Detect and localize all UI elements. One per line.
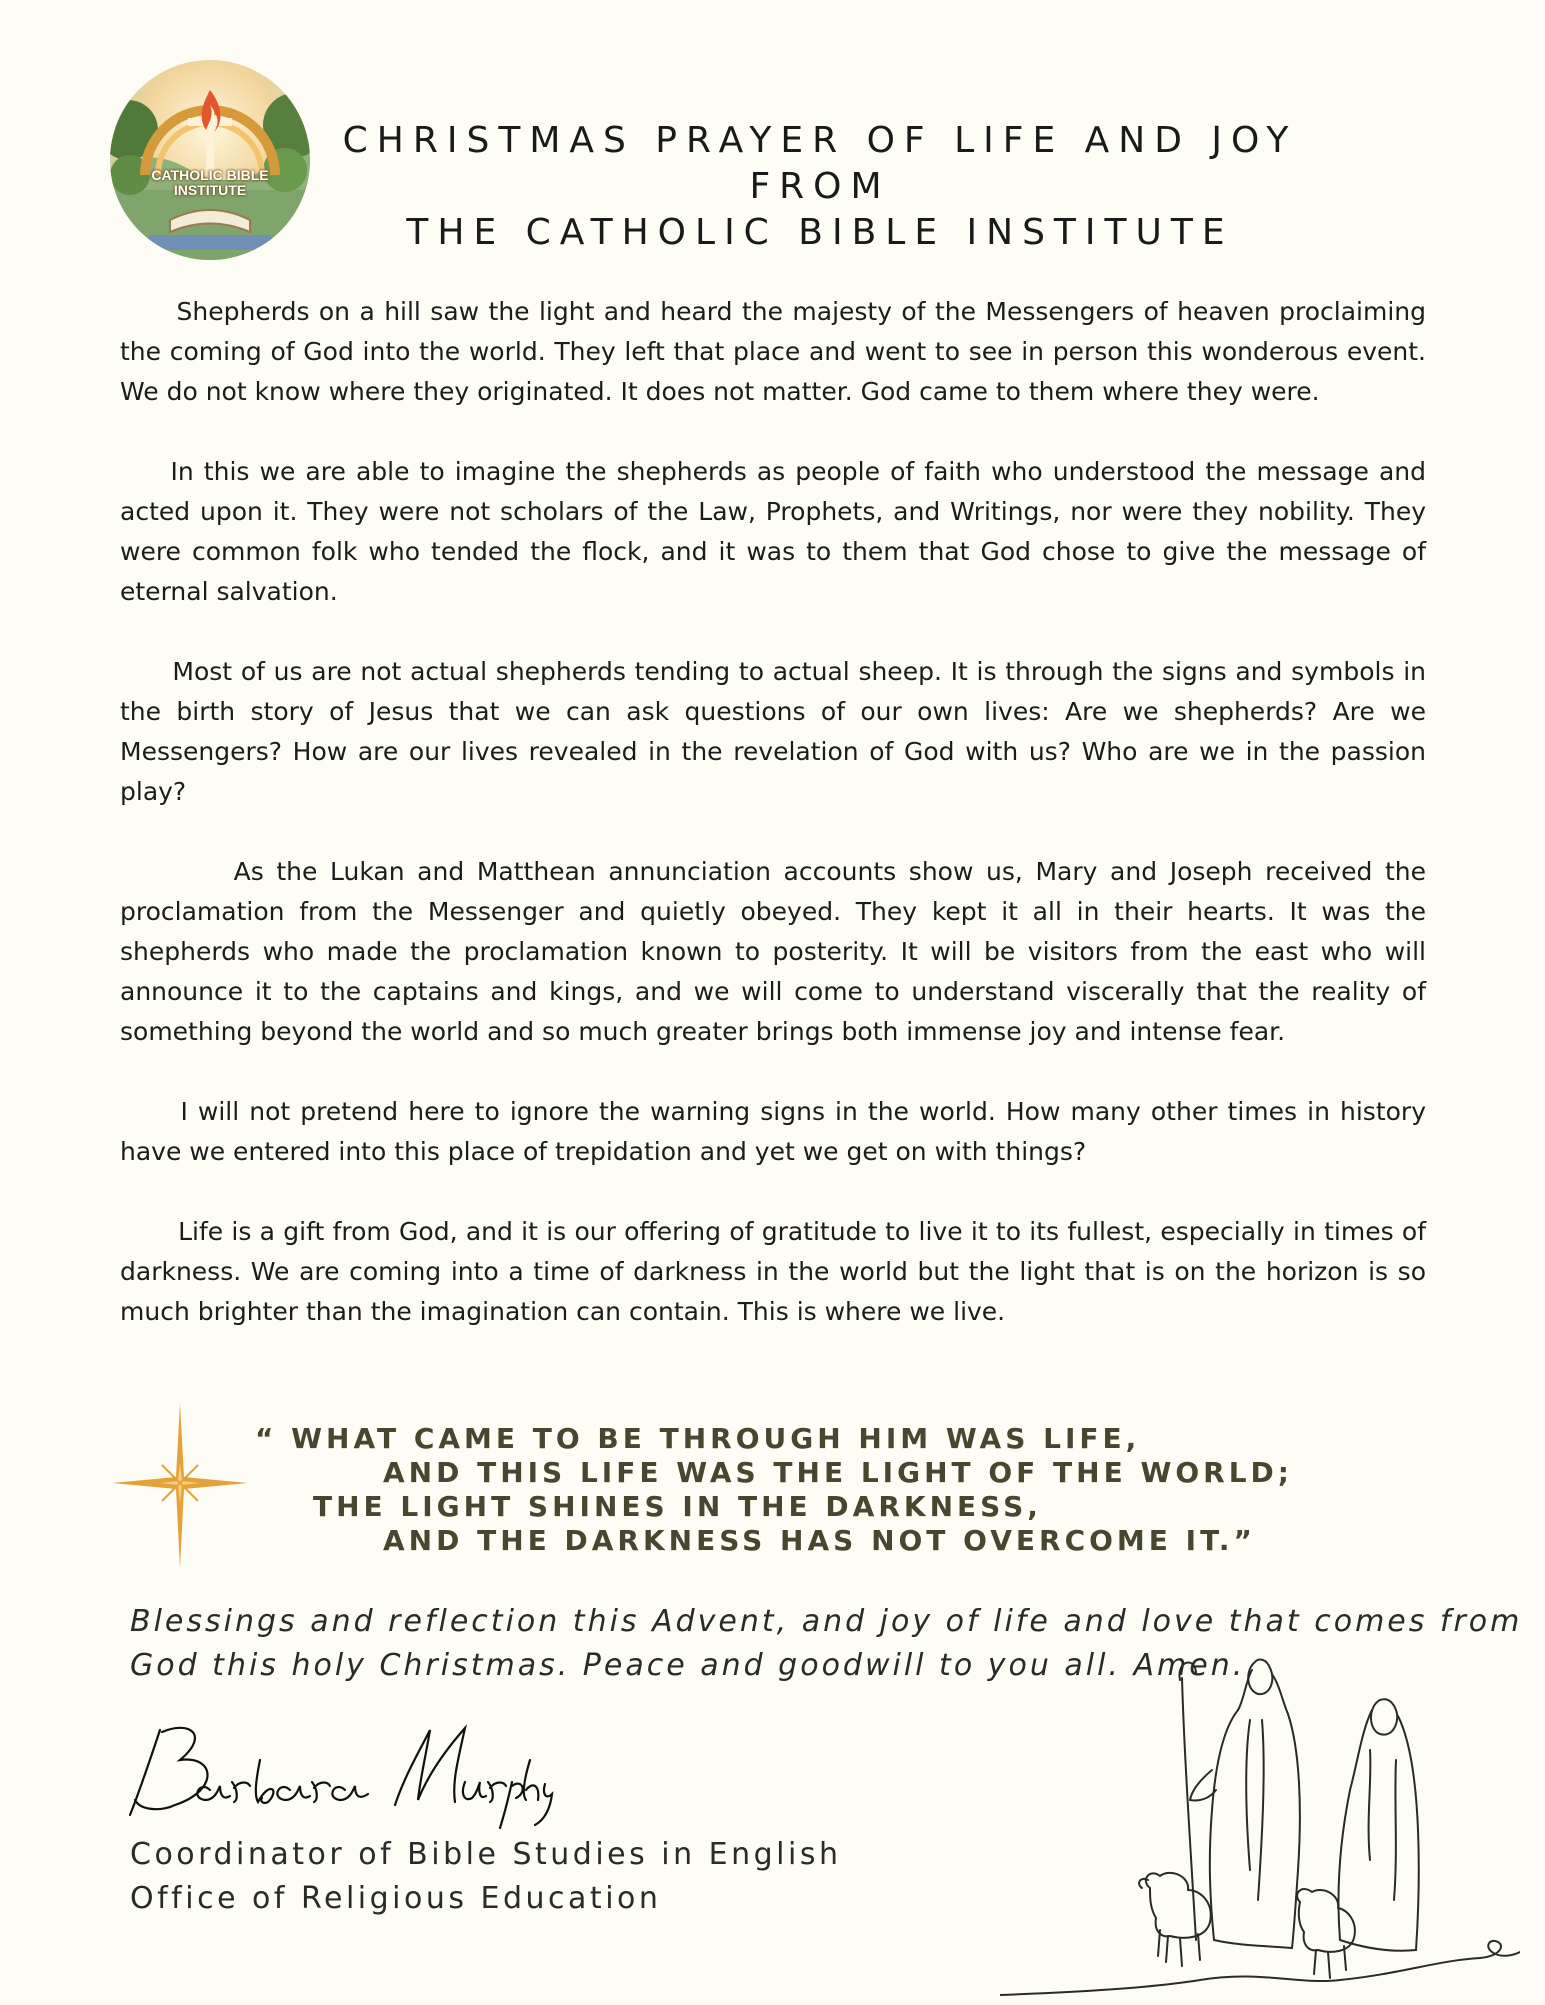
logo-label-line2: INSTITUTE xyxy=(173,182,247,198)
signature-role xyxy=(130,1833,842,1921)
title-line-2: FROM xyxy=(749,166,891,207)
role-line-2: Office of Religious Education xyxy=(130,1881,662,1916)
paragraph-2: In this we are able to imagine the shepherds as people of faith who understood the message and acted upon it. They were not scholars of the Law, Prophets, and Writings, nor were they nobility. They were common folk who tended the flock, and it was to them that God chose to give the message of eternal salvation. xyxy=(120,457,1426,606)
blessing-line-2: God this holy Christmas. Peace and goodwill to you all. Amen. xyxy=(130,1648,1246,1683)
shepherds-line-art xyxy=(1000,1640,1520,2005)
title-line-3: THE CATHOLIC BIBLE INSTITUTE xyxy=(406,212,1234,253)
blessing-line-1: Blessings and reflection this Advent, and joy of life and love that comes from xyxy=(130,1604,1523,1639)
role-line-1: Coordinator of Bible Studies in English xyxy=(130,1837,842,1872)
quote-line-4: AND THE DARKNESS HAS NOT OVERCOME IT.” xyxy=(383,1524,1256,1557)
quote-line-3: THE LIGHT SHINES IN THE DARKNESS, xyxy=(313,1490,1042,1523)
handwritten-signature xyxy=(120,1720,560,1835)
paragraph-5: I will not pretend here to ignore the warning signs in the world. How many other times in history have we entered into this place of trepidation and yet we get on with things? xyxy=(120,1097,1426,1166)
four-point-star-icon xyxy=(112,1403,248,1573)
logo-artwork xyxy=(110,60,310,260)
page-title xyxy=(300,118,1340,256)
prayer-body xyxy=(120,292,1426,1372)
institute-logo xyxy=(110,60,310,260)
paragraph-6: Life is a gift from God, and it is our offering of gratitude to live it to its fullest, especially in times of darkness. We are coming into a time of darkness in the world but the light that is on the horizon is so much brighter than the imagination can contain. This is where we live. xyxy=(120,1217,1426,1326)
logo-label-line1: CATHOLIC BIBLE xyxy=(151,167,269,183)
scripture-quote xyxy=(255,1422,1293,1558)
paragraph-1: Shepherds on a hill saw the light and heard the majesty of the Messengers of heaven proclaiming the coming of God into the world. They left that place and went to see in person this wonderous event. We do not know where they originated. It does not matter. God came to them where they were. xyxy=(120,297,1426,406)
paragraph-3: Most of us are not actual shepherds tending to actual sheep. It is through the signs and symbols in the birth story of Jesus that we can ask questions of our own lives: Are we shepherds? Are we Messengers? How are our lives revealed in the revelation of God with us? Who are we in the passion play? xyxy=(120,657,1426,806)
quote-line-2: AND THIS LIFE WAS THE LIGHT OF THE WORLD; xyxy=(383,1456,1293,1489)
logo-label xyxy=(110,168,310,198)
paragraph-4: As the Lukan and Matthean annunciation accounts show us, Mary and Joseph received the proclamation from the Messenger and quietly obeyed. They kept it all in their hearts. It was the shepherds who made the proclamation known to posterity. It will be visitors from the east who will announce it to the captains and kings, and we will come to understand viscerally that the reality of something beyond the world and so much greater brings both immense joy and intense fear. xyxy=(120,857,1426,1046)
title-line-1: CHRISTMAS PRAYER OF LIFE AND JOY xyxy=(342,120,1298,161)
quote-line-1: “ WHAT CAME TO BE THROUGH HIM WAS LIFE, xyxy=(255,1422,1141,1455)
